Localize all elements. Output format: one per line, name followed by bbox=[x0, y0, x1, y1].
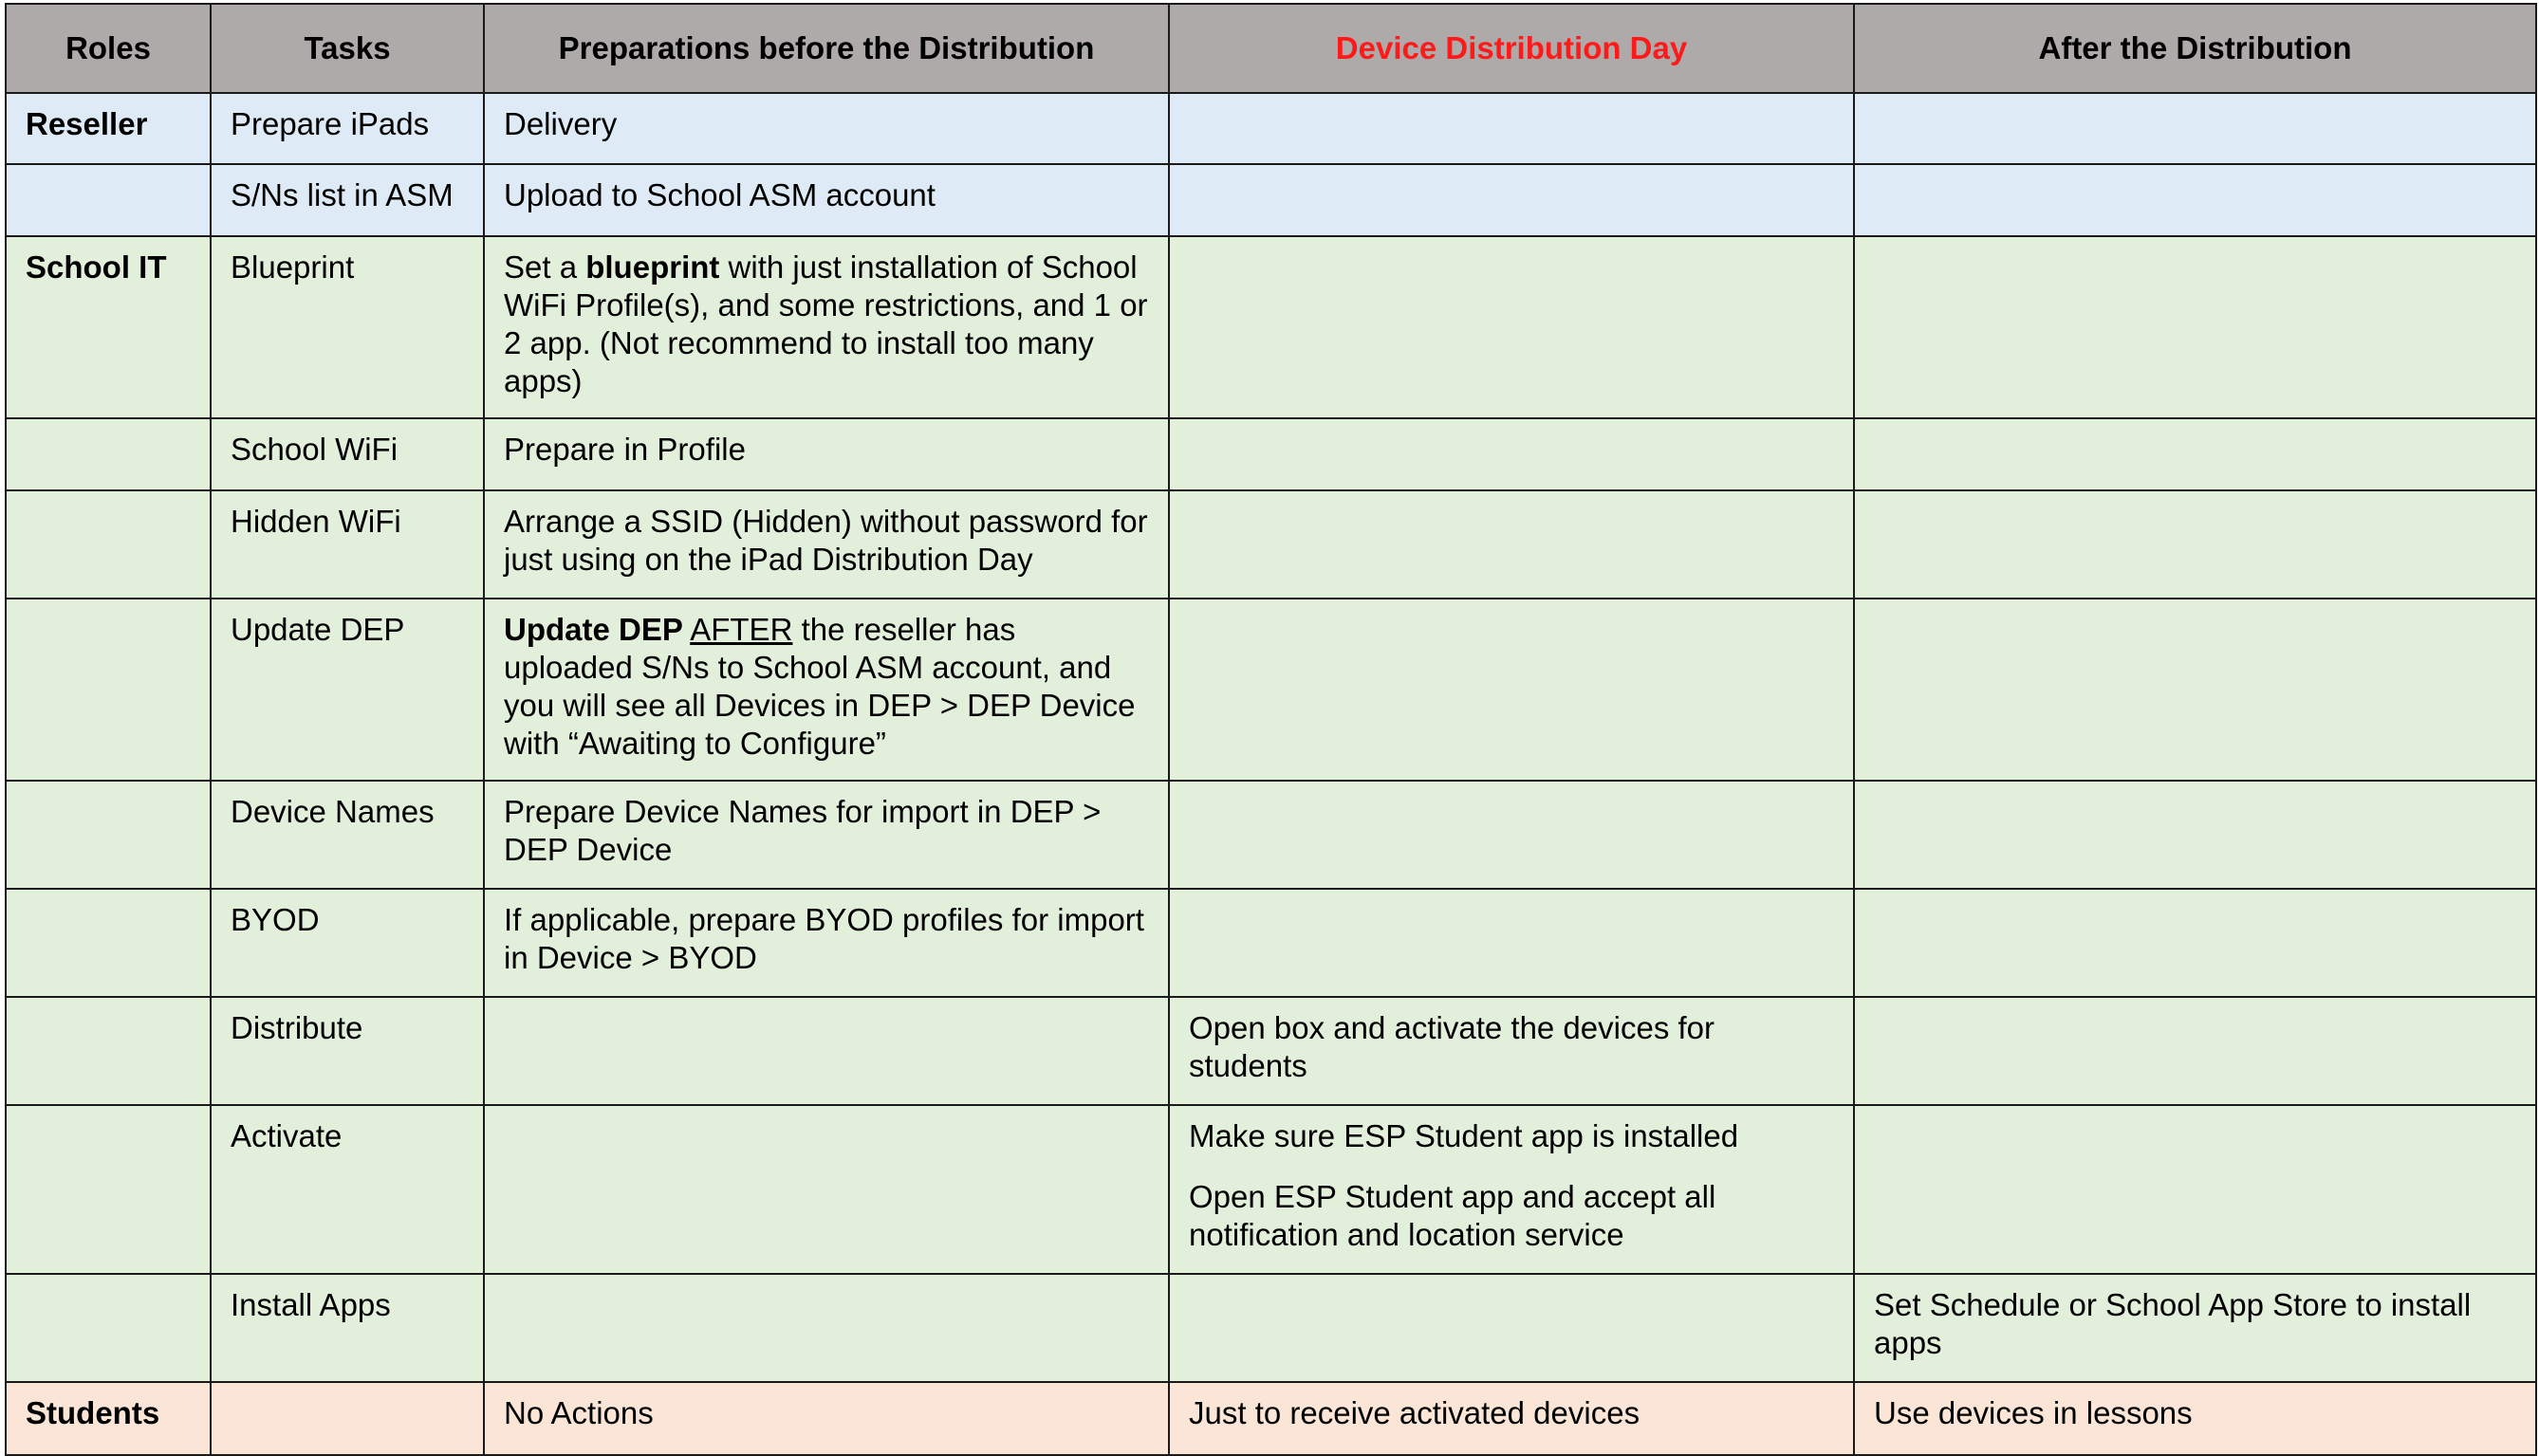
role-cell bbox=[6, 164, 211, 236]
prep-cell: No Actions bbox=[484, 1382, 1169, 1455]
header-after-distribution: After the Distribution bbox=[1854, 4, 2536, 93]
role-cell bbox=[6, 997, 211, 1105]
day-cell bbox=[1169, 1274, 1854, 1382]
role-cell bbox=[6, 599, 211, 781]
day-cell: Open box and activate the devices for students bbox=[1169, 997, 1854, 1105]
table-row-school-wifi bbox=[6, 418, 2536, 490]
table-row-prepare-ipads bbox=[6, 93, 2536, 164]
after-cell bbox=[1854, 599, 2536, 781]
header-tasks: Tasks bbox=[211, 4, 484, 93]
table-row-distribute bbox=[6, 997, 2536, 1105]
task-cell: Prepare iPads bbox=[211, 93, 484, 164]
header-preparations: Preparations before the Distribution bbox=[484, 4, 1169, 93]
day-cell bbox=[1169, 93, 1854, 164]
table-row-sns-list bbox=[6, 164, 2536, 236]
task-cell: Update DEP bbox=[211, 599, 484, 781]
header-roles: Roles bbox=[6, 4, 211, 93]
after-cell bbox=[1854, 997, 2536, 1105]
table-row-update-dep bbox=[6, 599, 2536, 781]
distribution-plan-table bbox=[5, 3, 2537, 1456]
table-row-device-names bbox=[6, 781, 2536, 889]
prep-cell: Prepare in Profile bbox=[484, 418, 1169, 490]
day-cell bbox=[1169, 1105, 1854, 1274]
after-cell bbox=[1854, 418, 2536, 490]
day-cell bbox=[1169, 889, 1854, 997]
task-cell bbox=[211, 1382, 484, 1455]
role-cell bbox=[6, 1274, 211, 1382]
header-row bbox=[6, 4, 2536, 93]
after-cell bbox=[1854, 164, 2536, 236]
prep-cell bbox=[484, 1274, 1169, 1382]
role-cell bbox=[6, 1105, 211, 1274]
after-cell bbox=[1854, 236, 2536, 418]
after-cell bbox=[1854, 781, 2536, 889]
day-cell bbox=[1169, 164, 1854, 236]
after-cell: Use devices in lessons bbox=[1854, 1382, 2536, 1455]
prep-cell: Prepare Device Names for import in DEP > DEP Device bbox=[484, 781, 1169, 889]
prep-cell bbox=[484, 997, 1169, 1105]
prep-cell: Upload to School ASM account bbox=[484, 164, 1169, 236]
prep-cell: Delivery bbox=[484, 93, 1169, 164]
table-row-blueprint bbox=[6, 236, 2536, 418]
after-cell bbox=[1854, 93, 2536, 164]
role-cell bbox=[6, 490, 211, 599]
header-distribution-day: Device Distribution Day bbox=[1169, 4, 1854, 93]
day-cell bbox=[1169, 490, 1854, 599]
task-cell: Install Apps bbox=[211, 1274, 484, 1382]
day-cell bbox=[1169, 599, 1854, 781]
prep-bold-text: blueprint bbox=[585, 249, 720, 285]
table-row-byod bbox=[6, 889, 2536, 997]
prep-text: with just installation of School WiFi Profile(s), and some restrictions, and 1 or 2 app. (Not recommend to install too many apps) bbox=[504, 249, 1148, 398]
prep-cell: Arrange a SSID (Hidden) without password for just using on the iPad Distribution Day bbox=[484, 490, 1169, 599]
day-text: Make sure ESP Student app is installed bbox=[1189, 1118, 1739, 1153]
task-cell: School WiFi bbox=[211, 418, 484, 490]
task-cell: Blueprint bbox=[211, 236, 484, 418]
table-row-students bbox=[6, 1382, 2536, 1455]
after-cell bbox=[1854, 490, 2536, 599]
role-cell bbox=[6, 418, 211, 490]
prep-text: the reseller has uploaded S/Ns to School ASM account, and you will see all Devices in DEP > DEP Device with “Awaiting to Configure” bbox=[504, 612, 1136, 761]
prep-underlined-text: AFTER bbox=[690, 612, 793, 647]
table-row-activate bbox=[6, 1105, 2536, 1274]
prep-cell bbox=[484, 1105, 1169, 1274]
prep-text: Set a bbox=[504, 249, 586, 285]
prep-bold-text: Update DEP bbox=[504, 612, 683, 647]
after-cell: Set Schedule or School App Store to install apps bbox=[1854, 1274, 2536, 1382]
day-cell bbox=[1169, 236, 1854, 418]
after-cell bbox=[1854, 889, 2536, 997]
day-cell: Just to receive activated devices bbox=[1169, 1382, 1854, 1455]
after-cell bbox=[1854, 1105, 2536, 1274]
task-cell: Activate bbox=[211, 1105, 484, 1274]
table-row-install-apps bbox=[6, 1274, 2536, 1382]
task-cell: Device Names bbox=[211, 781, 484, 889]
prep-cell bbox=[484, 599, 1169, 781]
role-cell: Reseller bbox=[6, 93, 211, 164]
role-cell: School IT bbox=[6, 236, 211, 418]
task-cell: Distribute bbox=[211, 997, 484, 1105]
task-cell: Hidden WiFi bbox=[211, 490, 484, 599]
day-text: Open ESP Student app and accept all notification and location service bbox=[1189, 1179, 1716, 1252]
role-cell bbox=[6, 889, 211, 997]
task-cell: BYOD bbox=[211, 889, 484, 997]
day-cell bbox=[1169, 781, 1854, 889]
table-row-hidden-wifi bbox=[6, 490, 2536, 599]
task-cell: S/Ns list in ASM bbox=[211, 164, 484, 236]
prep-cell: If applicable, prepare BYOD profiles for import in Device > BYOD bbox=[484, 889, 1169, 997]
role-cell bbox=[6, 781, 211, 889]
day-cell bbox=[1169, 418, 1854, 490]
role-cell: Students bbox=[6, 1382, 211, 1455]
prep-cell bbox=[484, 236, 1169, 418]
